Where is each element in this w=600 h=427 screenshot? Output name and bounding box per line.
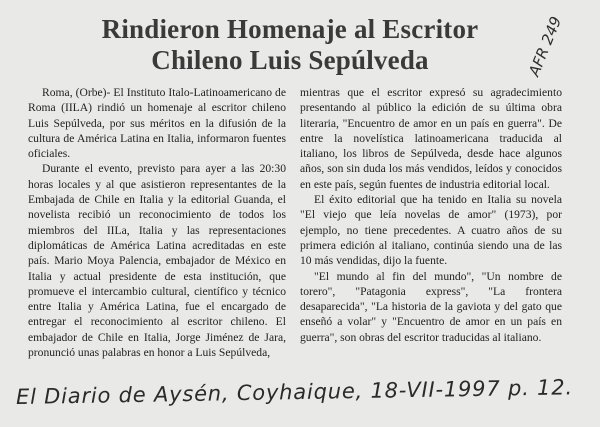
- paragraph: mientras que el escritor expresó su agradecimiento presentando al público la edición de su última obra literaria, "Encuentro de amor en un país en guerra". De entre la novelística latinoamericana traducida al italiano, los libros de Sepúlveda, desde hace algunos años, son sin duda los más vendidos, leídos y conocidos en este país, según fuentes de industria editorial local.: [300, 86, 562, 191]
- paragraph: "El mundo al fin del mundo", "Un nombre de torero", "Patagonia express", "La frontera desaparecida", "La historia de la gaviota y del gato que enseñó a volar" y "Encuentro de amor en un país en guerra", son obras del escritor traducidas al italiano.: [300, 269, 562, 344]
- headline-line-1: Rindieron Homenaje al Escritor: [101, 14, 479, 44]
- handwritten-source-note: El Diario de Aysén, Coyhaique, 18-VII-1997 p. 12.: [15, 375, 574, 409]
- paragraph: Durante el evento, previsto para ayer a las 20:30 horas locales y al que asistieron representantes de la Embajada de Chile en Italia y la editorial Guanda, el novelista recibió un reconocimiento de todos los miembros del IILa, Italia y las representaciones diplomáticas de América Latina acreditadas en este país. Mario Moya Palencia, embajador de México en Italia y actual presidente de esta institución, que promueve el intercambio cultural, científico y técnico entre Italia y América Latina, fue el encargado de entregar el reconocimiento al escritor chileno. El embajador de Chile en Italia, Jorge Jiménez de Jara, pronunció unas palabras en honor a Luis Sepúlveda,: [28, 162, 286, 360]
- paragraph: Roma, (Orbe)- El Instituto Italo-Latinoamericano de Roma (IILA) rindió un homenaje al escritor chileno Luis Sepúlveda, por sus méritos en la difusión de la cultura de América Latina en Italia, informaron fuentes oficiales.: [28, 86, 286, 161]
- paragraph: El éxito editorial que ha tenido en Italia su novela "El viejo que leía novelas de amor" (1973), por ejemplo, no tiene precedentes. A cuatro años de su primera edición al italiano, continúa siendo una de las 10 más vendidas, dijo la fuente.: [300, 193, 562, 268]
- right-column: [300, 85, 562, 345]
- left-column: [28, 85, 286, 360]
- handwritten-margin-note: AFR 249: [525, 13, 566, 79]
- headline-line-2: Chileno Luis Sepúlveda: [151, 45, 429, 75]
